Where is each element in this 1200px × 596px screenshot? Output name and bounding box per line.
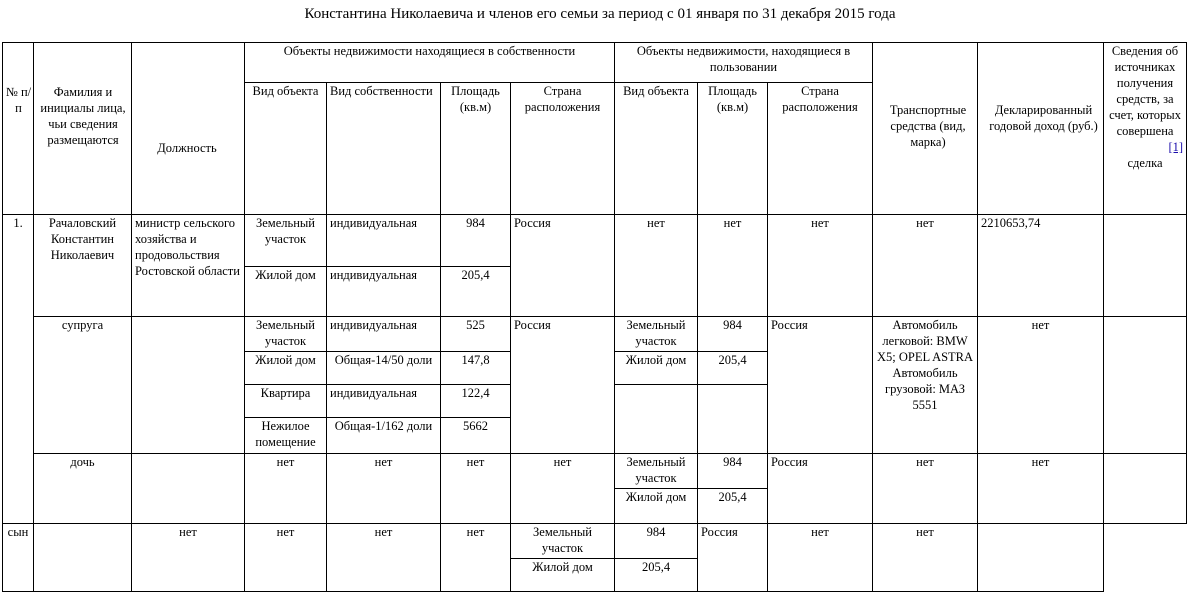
used-country: Россия bbox=[768, 317, 873, 454]
owned-type: Жилой дом bbox=[245, 267, 327, 317]
used-country: Россия bbox=[768, 454, 873, 524]
used-area: 205,4 bbox=[698, 352, 768, 385]
owned-area: 984 bbox=[441, 215, 511, 267]
header-used-type: Вид объекта bbox=[615, 83, 698, 215]
header-owned-group: Объекты недвижимости находящиеся в собственности bbox=[245, 43, 615, 83]
owned-type: Квартира bbox=[245, 385, 327, 418]
used-area: 984 bbox=[615, 524, 697, 559]
header-position-cell bbox=[132, 43, 245, 215]
owned-area: 5662 bbox=[441, 418, 511, 454]
ownership: Общая-14/50 доли bbox=[327, 352, 441, 385]
relative-name: сын bbox=[3, 524, 34, 592]
header-num-cell bbox=[3, 43, 34, 215]
header-used-country: Страна расположения bbox=[768, 83, 873, 215]
header-num: № п/п bbox=[5, 85, 32, 115]
relative-position-cell bbox=[132, 454, 245, 524]
header-area: Площадь (кв.м) bbox=[441, 83, 511, 215]
used-type: Жилой дом bbox=[615, 352, 698, 385]
header-sources-text: Сведения об источниках получения средств, за счет, которых совершена bbox=[1109, 44, 1181, 138]
ownership: нет bbox=[245, 524, 327, 592]
vehicles: нет bbox=[873, 454, 978, 524]
owned-type: Жилой дом bbox=[245, 352, 327, 385]
owned-country: Россия bbox=[511, 215, 615, 317]
owned-area: 122,4 bbox=[441, 385, 511, 418]
owned-area: 525 bbox=[441, 317, 511, 352]
used-area-stack bbox=[615, 524, 698, 592]
owned-type: Земельный участок bbox=[245, 215, 327, 267]
table-row bbox=[3, 215, 1187, 267]
ownership: индивидуальная bbox=[327, 215, 441, 267]
income: 2210653,74 bbox=[978, 215, 1104, 317]
ownership: индивидуальная bbox=[327, 267, 441, 317]
income: нет bbox=[978, 317, 1104, 454]
vehicles: нет bbox=[873, 215, 978, 317]
owned-type: Земельный участок bbox=[245, 317, 327, 352]
ownership: Общая-1/162 доли bbox=[327, 418, 441, 454]
used-type: Земельный участок bbox=[511, 524, 614, 559]
ownership: нет bbox=[327, 454, 441, 524]
relative-name: дочь bbox=[34, 454, 132, 524]
sources-cell bbox=[1104, 215, 1187, 317]
used-type: Жилой дом bbox=[532, 560, 593, 574]
footnote-link[interactable]: [1] bbox=[1168, 140, 1184, 154]
header-position: Должность bbox=[157, 141, 217, 155]
relative-position-cell bbox=[132, 317, 245, 454]
owned-area: 147,8 bbox=[441, 352, 511, 385]
income: нет bbox=[873, 524, 978, 592]
used-type-stack bbox=[615, 454, 698, 524]
used-area: 205,4 bbox=[641, 560, 671, 574]
header-name: Фамилия и инициалы лица, чьи сведения размещаются bbox=[40, 85, 126, 147]
used-type-empty bbox=[615, 385, 698, 454]
table-row bbox=[3, 524, 1187, 592]
used-area: 984 bbox=[698, 454, 767, 489]
table-row bbox=[3, 317, 1187, 352]
declarant-name: Рачаловский Константин Николаевич bbox=[34, 215, 132, 317]
document-title: Константина Николаевича и членов его семьи за период с 01 января по 31 декабря 2015 года bbox=[304, 6, 896, 22]
used-type: Жилой дом bbox=[625, 490, 687, 504]
used-country: нет bbox=[768, 215, 873, 317]
header-vehicles: Транспортные средства (вид, марка) bbox=[889, 103, 967, 149]
owned-area: нет bbox=[441, 454, 511, 524]
used-area: 984 bbox=[698, 317, 768, 352]
sources-cell bbox=[978, 524, 1104, 592]
header-object-type: Вид объекта bbox=[245, 83, 327, 215]
owned-area: нет bbox=[327, 524, 441, 592]
row-num: 1. bbox=[3, 215, 34, 524]
header-used-group: Объекты недвижимости, находящиеся в пользовании bbox=[615, 43, 873, 83]
owned-country: Россия bbox=[511, 317, 615, 454]
vehicles: нет bbox=[768, 524, 873, 592]
used-area: 205,4 bbox=[718, 490, 747, 504]
owned-area: 205,4 bbox=[441, 267, 511, 317]
declarant-position: министр сельского хозяйства и продовольствия Ростовской области bbox=[132, 215, 245, 317]
used-type: Земельный участок bbox=[615, 454, 697, 489]
used-type-stack bbox=[511, 524, 615, 592]
used-area-stack bbox=[698, 454, 768, 524]
header-ownership-type: Вид собственности bbox=[327, 83, 441, 215]
used-country: Россия bbox=[698, 524, 768, 592]
header-row-groups bbox=[3, 43, 1187, 83]
header-sources-tail: сделка bbox=[1127, 156, 1163, 170]
ownership: индивидуальная bbox=[327, 385, 441, 418]
ownership: индивидуальная bbox=[327, 317, 441, 352]
owned-country: нет bbox=[511, 454, 615, 524]
used-area: нет bbox=[698, 215, 768, 317]
owned-country: нет bbox=[441, 524, 511, 592]
used-type: Земельный участок bbox=[615, 317, 698, 352]
header-used-area: Площадь (кв.м) bbox=[698, 83, 768, 215]
owned-type: нет bbox=[132, 524, 245, 592]
table-row bbox=[3, 454, 1187, 524]
income: нет bbox=[978, 454, 1104, 524]
sources-cell bbox=[1104, 317, 1187, 454]
used-area-empty bbox=[698, 385, 768, 454]
owned-type: Нежилое помещение bbox=[245, 418, 327, 454]
relative-position-cell bbox=[34, 524, 132, 592]
header-income: Декларированный годовой доход (руб.) bbox=[989, 103, 1098, 133]
relative-name: супруга bbox=[34, 317, 132, 454]
sources-cell bbox=[1104, 454, 1187, 524]
header-sources bbox=[1104, 43, 1187, 215]
vehicles: Автомобиль легковой: BMW X5; OPEL ASTRA Автомобиль грузовой: МАЗ 5551 bbox=[873, 317, 978, 454]
used-type: нет bbox=[615, 215, 698, 317]
owned-type: нет bbox=[245, 454, 327, 524]
header-country: Страна расположения bbox=[511, 83, 615, 215]
